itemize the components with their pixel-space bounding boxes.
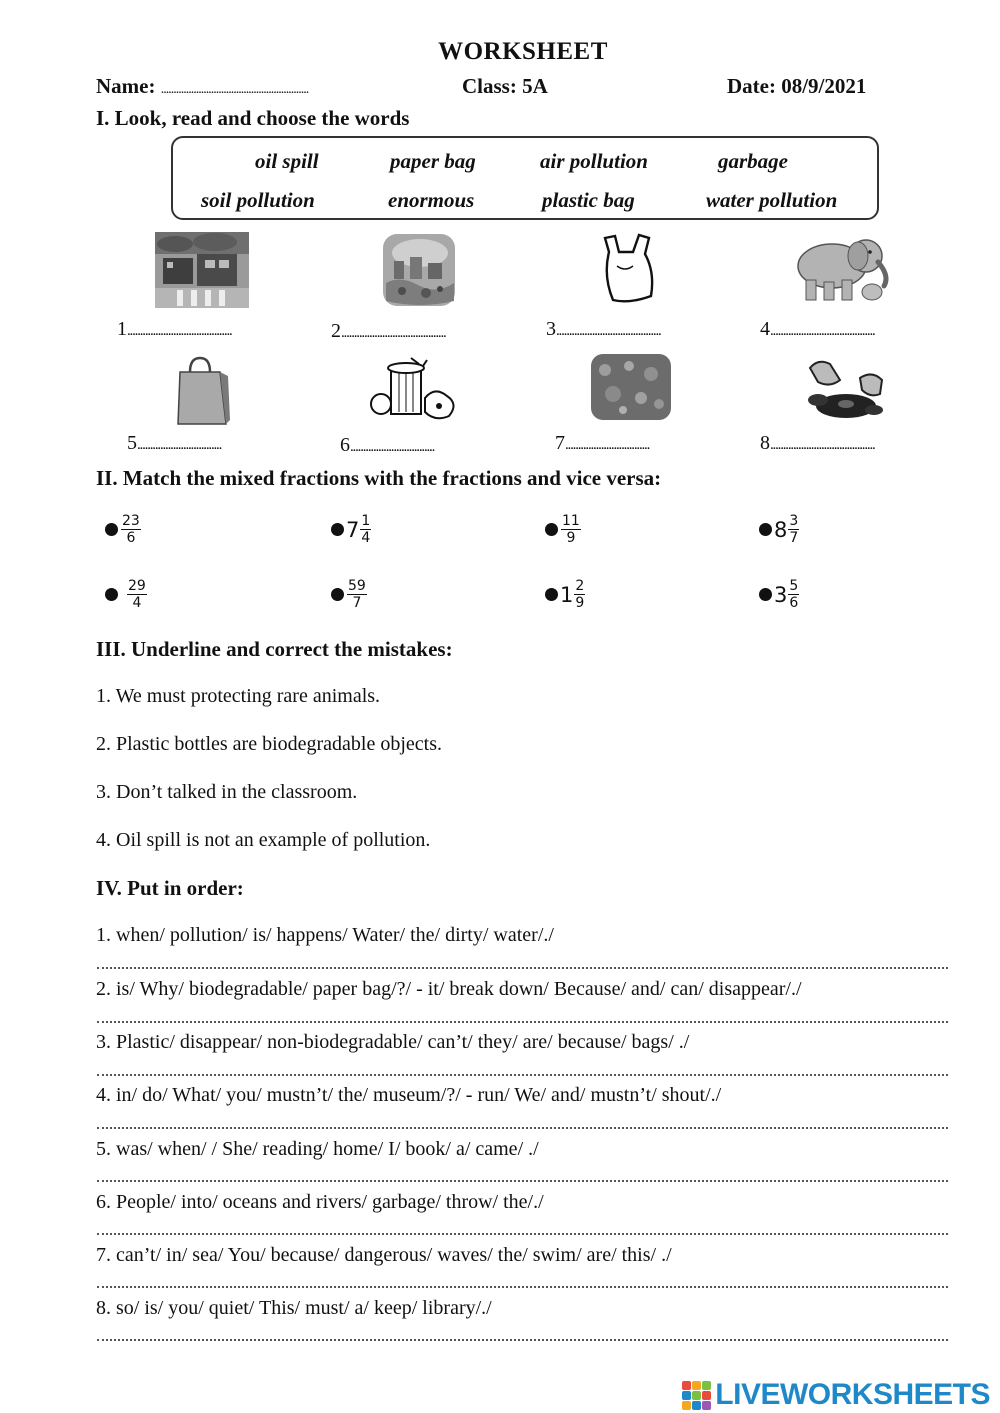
answer-blank-5[interactable]: 5................................. xyxy=(127,432,222,454)
answer-line[interactable] xyxy=(97,1074,948,1076)
word-bank-item: oil spill xyxy=(255,149,319,173)
paper-bag-picture xyxy=(174,354,230,426)
date-label: Date: 08/9/2021 xyxy=(727,74,867,98)
worksheet-title: WORKSHEET xyxy=(438,38,608,65)
plastic-bag-picture xyxy=(599,232,659,304)
fraction-item[interactable]: 7 $\frac{1}{4}$ xyxy=(331,513,371,546)
answer-blank-3[interactable]: 3......................................... xyxy=(546,318,661,340)
order-sentence: 5. was/ when/ / She/ reading/ home/ I/ book/ a/ came/ ./ xyxy=(96,1138,539,1160)
mistake-sentence[interactable]: 2. Plastic bottles are biodegradable objects. xyxy=(96,733,443,755)
mistake-sentence[interactable]: 4. Oil spill is not an example of pollution. xyxy=(96,829,431,851)
fraction-item[interactable]: $\frac{59}{7}$ xyxy=(331,578,367,611)
liveworksheets-logo xyxy=(682,1378,990,1412)
bullet-dot xyxy=(331,588,344,601)
bullet-dot xyxy=(105,588,118,601)
section-2-heading: II. Match the mixed fractions with the fractions and vice versa: xyxy=(96,466,662,490)
bullet-dot xyxy=(545,588,558,601)
bullet-dot xyxy=(331,523,344,536)
name-field xyxy=(96,74,308,99)
word-bank-item: plastic bag xyxy=(542,188,635,212)
answer-blank-4[interactable]: 4......................................... xyxy=(760,318,875,340)
fraction-item[interactable]: 8 $\frac{3}{7}$ xyxy=(759,513,799,546)
section-3-heading: III. Underline and correct the mistakes: xyxy=(96,637,453,661)
fraction-item[interactable]: 3 $\frac{5}{6}$ xyxy=(759,578,799,611)
logo-text: LIVEWORKSHEETS xyxy=(715,1378,990,1411)
answer-line[interactable] xyxy=(97,1180,948,1182)
water-pollution-picture xyxy=(589,352,673,422)
word-bank-item: enormous xyxy=(388,188,475,212)
name-label: Name: xyxy=(96,74,156,98)
garbage-picture xyxy=(369,352,463,424)
word-bank-item: water pollution xyxy=(706,188,838,212)
bullet-dot xyxy=(759,588,772,601)
elephant-picture xyxy=(790,232,898,306)
mistake-sentence[interactable]: 3. Don’t talked in the classroom. xyxy=(96,781,358,803)
answer-blank-2[interactable]: 2......................................... xyxy=(331,320,446,342)
section-4-heading: IV. Put in order: xyxy=(96,876,244,900)
order-sentence: 2. is/ Why/ biodegradable/ paper bag/?/ - it/ break down/ Because/ and/ can/ disappear/./ xyxy=(96,978,802,1000)
answer-line[interactable] xyxy=(97,967,948,969)
order-sentence: 6. People/ into/ oceans and rivers/ garbage/ throw/ the/./ xyxy=(96,1191,544,1213)
section-1-heading: I. Look, read and choose the words xyxy=(96,106,410,130)
oil-spill-picture xyxy=(800,354,890,424)
order-sentence: 7. can’t/ in/ sea/ You/ because/ dangerous/ waves/ the/ swim/ are/ this/ ./ xyxy=(96,1244,672,1266)
name-blank[interactable]: ........................................................... xyxy=(160,82,309,97)
answer-line[interactable] xyxy=(97,1286,948,1288)
fraction-item[interactable]: 1 $\frac{2}{9}$ xyxy=(545,578,585,611)
word-bank-item: paper bag xyxy=(390,149,476,173)
word-bank-item: air pollution xyxy=(540,149,648,173)
word-bank-item: garbage xyxy=(718,149,788,173)
mistake-sentence[interactable]: 1. We must protecting rare animals. xyxy=(96,685,381,707)
bullet-dot xyxy=(545,523,558,536)
answer-line[interactable] xyxy=(97,1339,948,1341)
answer-blank-8[interactable]: 8......................................... xyxy=(760,432,875,454)
order-sentence: 3. Plastic/ disappear/ non-biodegradable/ can’t/ they/ are/ because/ bags/ ./ xyxy=(96,1031,690,1053)
order-sentence: 4. in/ do/ What/ you/ mustn’t/ the/ museum/?/ - run/ We/ and/ mustn’t/ shout/./ xyxy=(96,1084,722,1106)
soil-pollution-picture xyxy=(380,231,458,309)
air-pollution-picture xyxy=(155,232,249,308)
answer-blank-7[interactable]: 7................................. xyxy=(555,432,650,454)
logo-grid-icon xyxy=(682,1381,711,1410)
order-sentence: 1. when/ pollution/ is/ happens/ Water/ the/ dirty/ water/./ xyxy=(96,924,554,946)
answer-line[interactable] xyxy=(97,1233,948,1235)
answer-blank-6[interactable]: 6................................. xyxy=(340,434,435,456)
answer-blank-1[interactable]: 1......................................... xyxy=(117,318,232,340)
bullet-dot xyxy=(759,523,772,536)
fraction-item[interactable]: $\frac{23}{6}$ xyxy=(105,513,141,546)
fraction-item[interactable]: $\frac{29}{4}$ xyxy=(105,578,147,611)
answer-line[interactable] xyxy=(97,1127,948,1129)
word-bank-item: soil pollution xyxy=(201,188,315,212)
order-sentence: 8. so/ is/ you/ quiet/ This/ must/ a/ keep/ library/./ xyxy=(96,1297,492,1319)
answer-line[interactable] xyxy=(97,1021,948,1023)
fraction-item[interactable]: $\frac{11}{9}$ xyxy=(545,513,581,546)
bullet-dot xyxy=(105,523,118,536)
class-label: Class: 5A xyxy=(462,74,548,98)
